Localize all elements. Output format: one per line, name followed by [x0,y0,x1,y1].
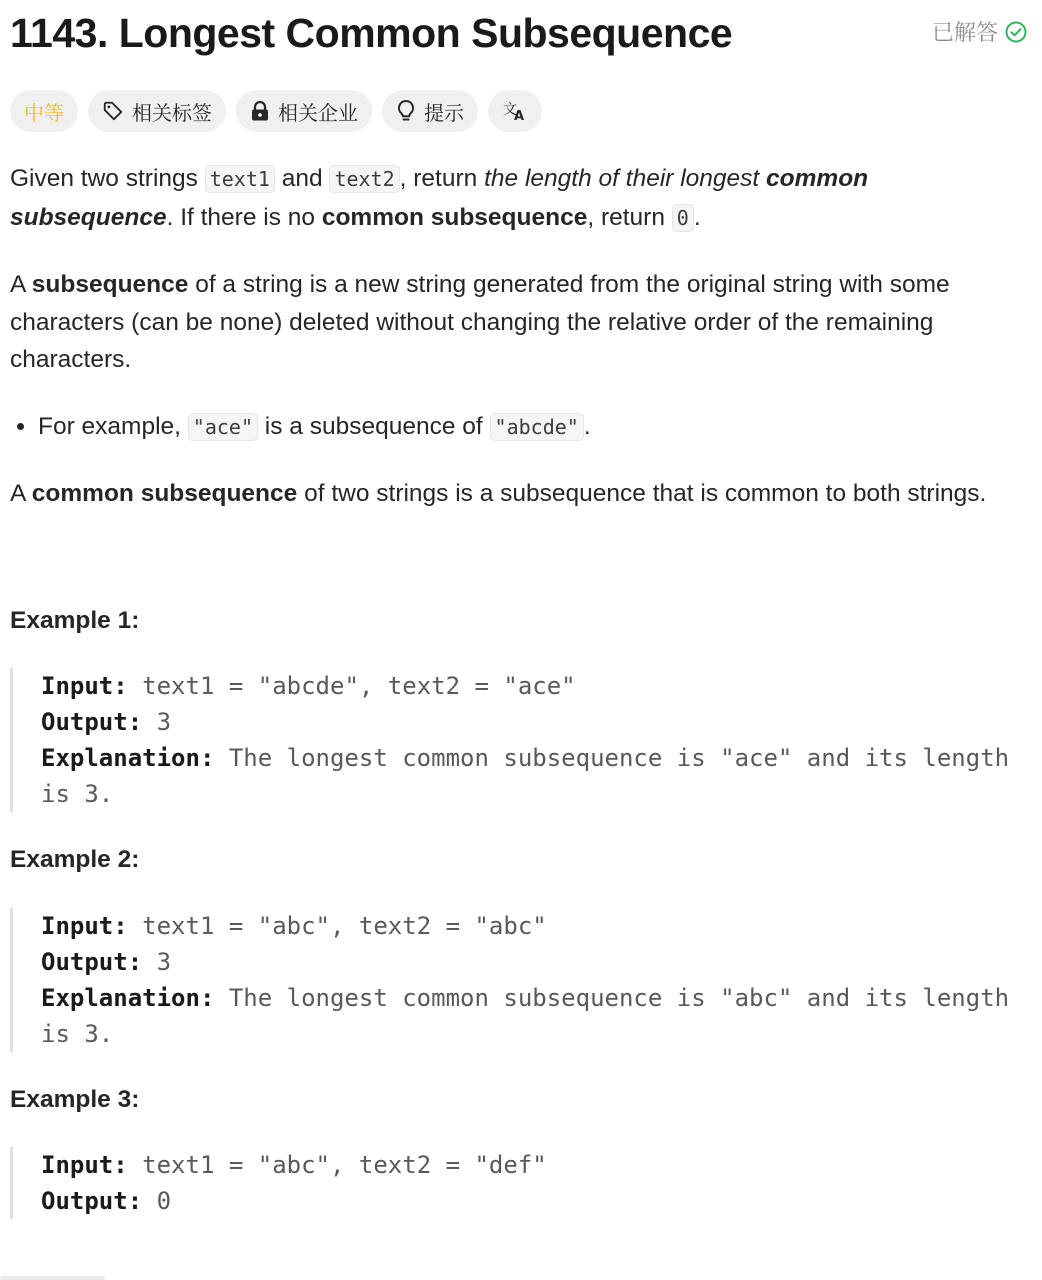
strong-emphasis: common subsequence [10,165,869,231]
text: A [10,271,32,298]
explanation-value: The longest common subsequence is "abc" and its length is 3. [41,983,1024,1048]
strong: subsequence [31,271,189,298]
text: and [274,165,330,192]
description-paragraph-1 [10,160,1025,237]
problem-description [10,160,1025,1248]
lightbulb-icon [396,99,416,123]
input-label: Input: [41,1151,128,1179]
hints-label: 提示 [424,100,464,125]
description-paragraph-3 [10,475,1025,513]
text: . [583,412,591,440]
inline-code: text2 [329,165,399,193]
output-label: Output: [41,708,143,736]
emphasis: the length of their longest [484,165,767,192]
related-companies-button[interactable] [236,90,372,132]
input-value: text1 = "abc", text2 = "abc" [127,911,547,940]
related-tags-label: 相关标签 [132,100,212,125]
example-3-title: Example 3: [10,1085,140,1113]
related-tags-button[interactable] [88,90,226,132]
difficulty-badge[interactable] [10,90,78,132]
text: Given two strings [10,165,205,192]
input-label: Input: [41,911,128,940]
output-value: 3 [142,947,172,976]
lock-icon [250,100,270,122]
example-2-block [10,908,1025,1052]
description-paragraph-2 [10,266,1025,379]
text: For example, [38,412,188,440]
output-value: 0 [142,1187,172,1215]
text: , return [587,203,672,231]
text: , return [399,165,485,192]
input-label: Input: [41,672,128,700]
text: . If there is no [166,203,322,231]
example-1-block [10,668,1025,812]
text: of a string is a new string generated from the original string with some characters (can be none) deleted without changing the relative order of the remaining characters. [10,271,950,373]
translate-button[interactable] [488,90,542,132]
svg-text:文: 文 [503,102,517,118]
svg-text:A: A [514,109,525,123]
text: A [10,480,32,507]
explanation-value: The longest common subsequence is "ace" and its length is 3. [41,744,1024,808]
tag-icon [102,100,124,122]
input-value: text1 = "abcde", text2 = "ace" [127,672,576,700]
inline-code: 0 [672,204,694,232]
explanation-label: Explanation: [41,744,215,772]
strong: common subsequence [31,480,298,507]
example-1-title: Example 1: [10,606,140,634]
input-value: text1 = "abc", text2 = "def" [127,1151,547,1179]
list-item [38,408,1025,447]
inline-code: text1 [205,165,275,193]
tag-bar [10,90,542,132]
hints-button[interactable] [382,90,478,132]
example-3-block [10,1147,1025,1219]
related-companies-label: 相关企业 [278,100,358,125]
solved-label: 已解答 [931,21,998,46]
text: . [693,203,701,231]
inline-code: "abcde" [490,413,584,441]
output-label: Output: [41,947,143,976]
output-value: 3 [142,708,172,736]
description-list [10,408,1025,447]
solved-status [932,16,1028,47]
text: of two strings is a subsequence that is common to both strings. [297,480,987,507]
translate-icon [502,99,528,123]
check-circle-icon [1004,20,1028,44]
page-title: 1143. Longest Common Subsequence [10,10,733,56]
text: is a subsequence of [258,412,490,440]
example-2-title: Example 2: [10,846,140,873]
inline-code: "ace" [188,413,258,441]
horizontal-scrollbar[interactable] [0,1276,105,1280]
explanation-label: Explanation: [41,983,215,1012]
output-label: Output: [41,1187,143,1215]
difficulty-label: 中等 [24,100,64,125]
strong: common subsequence [321,203,588,231]
